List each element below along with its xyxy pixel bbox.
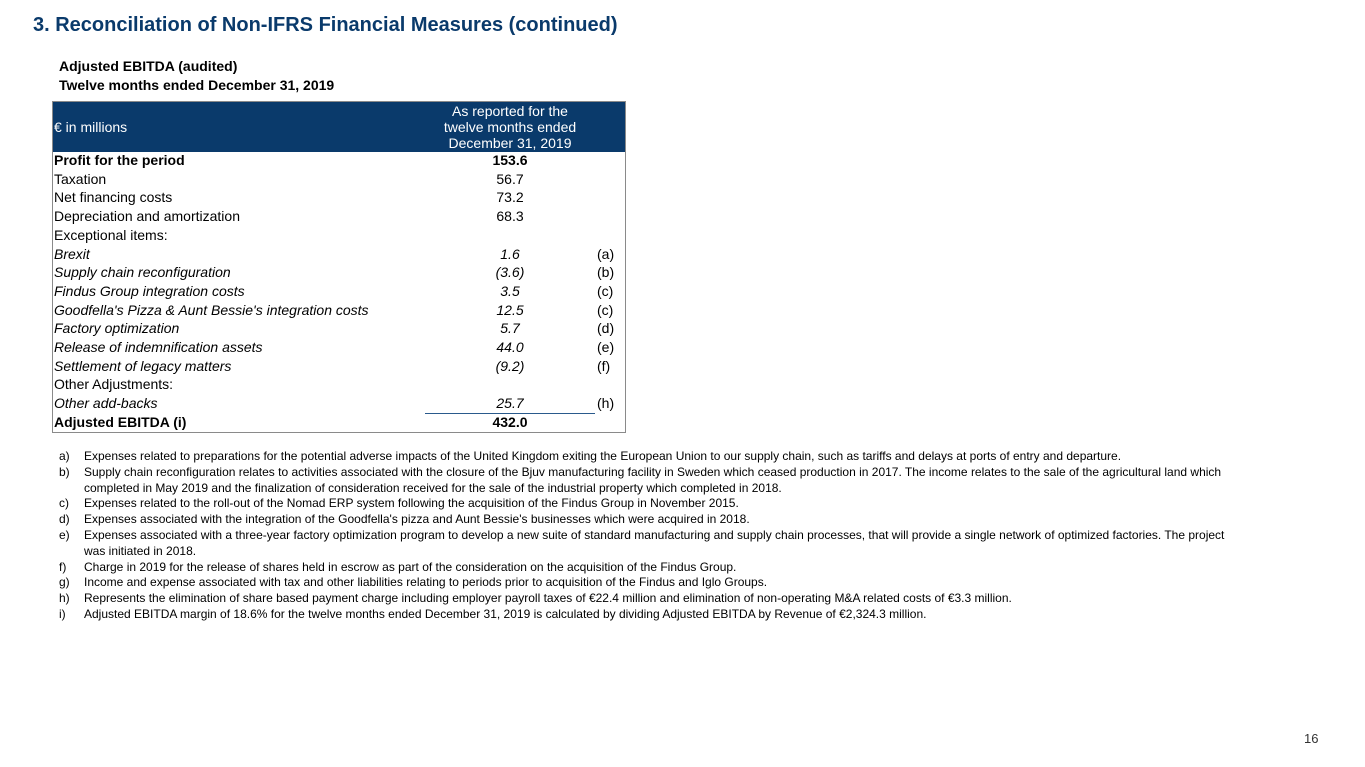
row-note-ref: (e)	[597, 339, 615, 355]
footnote-text: Represents the elimination of share based payment charge including employer payroll taxes of €22.4 million and elimination of non-operating M&A related costs of €3.3 million.	[84, 591, 1012, 606]
footnote-mark: b)	[59, 464, 70, 479]
footnote-item	[59, 528, 1239, 560]
column-header-value	[425, 103, 595, 151]
row-value: (3.6)	[495, 264, 525, 281]
page-number: 16	[1304, 731, 1319, 746]
table-row	[53, 189, 625, 208]
row-value: 12.5	[496, 301, 524, 318]
page-title: 3. Reconciliation of Non-IFRS Financial Measures (continued)	[33, 14, 618, 36]
footnote-text: Supply chain reconfiguration relates to activities associated with the closure of the Bjuv manufacturing facility in Sweden which ceased production in 2017. The income relates to the sale of the agricultural land which completed in May 2019 and the finalization of consideration received for the sale of the industrial property which completed in 2018.	[84, 464, 1222, 495]
table-row	[53, 171, 625, 190]
table-row	[53, 358, 625, 377]
footnote-text: Expenses associated with a three-year factory optimization program to develop a new suite of standard manufacturing and supply chain processes, that will provide a single network of optimized factories. The project was initiated in 2018.	[84, 527, 1225, 558]
row-label: Release of indemnification assets	[54, 339, 263, 355]
table-period: Twelve months ended December 31, 2019	[59, 77, 335, 93]
footnote-item	[59, 560, 1239, 576]
table-row	[53, 302, 625, 321]
row-label: Taxation	[54, 170, 107, 187]
footnote-text: Expenses associated with the integration of the Goodfella's pizza and Aunt Bessie's businesses which were acquired in 2018.	[84, 512, 750, 527]
row-label: Factory optimization	[54, 320, 180, 337]
row-note-ref: (c)	[597, 301, 614, 318]
row-value: 73.2	[496, 189, 524, 206]
table-row	[53, 339, 625, 358]
row-value: 432.0	[492, 413, 528, 430]
footnote-text: Expenses related to preparations for the potential adverse impacts of the United Kingdom exiting the European Union to our supply chain, such as tariffs and delays at ports of entry and departure.	[84, 449, 1122, 463]
row-label: Profit for the period	[54, 152, 185, 168]
footnote-text: Income and expense associated with tax and other liabilities relating to periods prior to acquisition of the Findus and Iglo Groups.	[84, 575, 768, 590]
row-note-ref: (h)	[597, 395, 615, 412]
footnote-mark: c)	[59, 496, 69, 511]
footnote-mark: d)	[59, 512, 70, 527]
footnote-item	[59, 591, 1239, 607]
footnote-item	[59, 449, 1239, 465]
table-row-profit	[53, 152, 625, 171]
table-subtitle: Adjusted EBITDA (audited)	[59, 58, 238, 74]
footnote-mark: f)	[59, 559, 67, 574]
row-label: Adjusted EBITDA (i)	[54, 413, 187, 430]
row-note-ref: (c)	[597, 282, 614, 299]
table-row-section	[53, 227, 625, 246]
row-value: 25.7	[496, 395, 524, 412]
table-row	[53, 264, 625, 283]
row-label: Other add-backs	[54, 395, 158, 412]
row-value: 153.6	[492, 152, 528, 168]
footnote-item	[59, 496, 1239, 512]
table-row	[53, 246, 625, 265]
row-note-ref: (d)	[597, 320, 615, 337]
footnote-mark: i)	[59, 606, 66, 621]
row-label: Brexit	[54, 245, 90, 262]
footnote-mark: e)	[59, 527, 70, 542]
row-value: (9.2)	[495, 357, 525, 374]
column-header-value-line2: twelve months ended	[443, 119, 577, 135]
footnote-mark: h)	[59, 591, 70, 606]
table-row	[53, 283, 625, 302]
row-value: 44.0	[496, 339, 524, 355]
row-label: Settlement of legacy matters	[54, 357, 232, 374]
row-note-ref: (a)	[597, 245, 615, 262]
footnote-text: Adjusted EBITDA margin of 18.6% for the twelve months ended December 31, 2019 is calculated by dividing Adjusted EBITDA by Revenue of €2,324.3 million.	[84, 606, 927, 621]
table-row	[53, 208, 625, 227]
footnote-text: Expenses related to the roll-out of the Nomad ERP system following the acquisition of the Findus Group in November 2015.	[84, 496, 739, 511]
table-row-section	[53, 376, 625, 395]
footnote-text: Charge in 2019 for the release of shares held in escrow as part of the consideration on the acquisition of the Findus Group.	[84, 559, 737, 574]
row-label: Exceptional items:	[54, 226, 168, 243]
footnote-mark: a)	[59, 449, 70, 463]
row-value: 68.3	[496, 208, 524, 225]
column-header-value-line3: December 31, 2019	[448, 135, 572, 151]
row-label: Other Adjustments:	[54, 376, 174, 393]
row-label: Supply chain reconfiguration	[54, 264, 231, 281]
row-note-ref: (f)	[597, 357, 611, 374]
footnote-item	[59, 465, 1239, 497]
row-value: 1.6	[500, 245, 520, 262]
table-row	[53, 395, 625, 414]
table-row-total	[53, 414, 625, 433]
row-value: 56.7	[496, 170, 524, 187]
adjusted-ebitda-table	[52, 101, 626, 433]
footnote-item	[59, 512, 1239, 528]
column-header-value-line1: As reported for the	[452, 103, 568, 119]
row-label: Findus Group integration costs	[54, 282, 245, 299]
footnote-item	[59, 575, 1239, 591]
column-header-label: € in millions	[54, 119, 128, 135]
row-value: 3.5	[500, 282, 520, 299]
footnotes	[59, 449, 1239, 623]
footnote-item	[59, 607, 1239, 623]
row-value: 5.7	[500, 320, 520, 337]
row-label: Depreciation and amortization	[54, 208, 240, 225]
row-label: Net financing costs	[54, 189, 173, 206]
row-note-ref: (b)	[597, 264, 615, 281]
table-header	[53, 102, 625, 152]
footnote-mark: g)	[59, 575, 70, 590]
table-row	[53, 320, 625, 339]
row-label: Goodfella's Pizza & Aunt Bessie's integration costs	[54, 301, 369, 318]
